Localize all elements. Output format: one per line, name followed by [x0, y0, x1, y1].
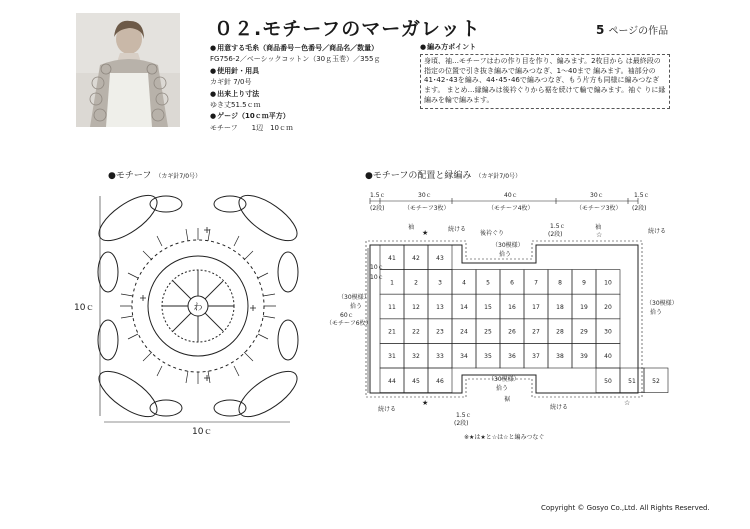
motif-width-label: 10ｃ: [192, 427, 213, 437]
motif-number: 35: [484, 353, 492, 361]
motif-number: 15: [484, 304, 492, 311]
motif-number: 14: [460, 304, 468, 311]
sleeve-label-right: 袖: [595, 224, 602, 231]
pick-label-top: 拾う: [499, 251, 512, 258]
star-black-bottom: ★: [422, 399, 429, 407]
pick-count-bottom: （30模様）: [488, 376, 520, 383]
dim-top-1: 1.5ｃ: [370, 192, 386, 199]
dim-15-top: 1.5ｃ: [550, 223, 566, 230]
motif-number: 32: [412, 353, 420, 361]
motif-number: 40: [604, 353, 612, 361]
pick-label-bottom: 拾う: [496, 385, 509, 392]
points-text: 身頃、袖…モチーフはわの作り目を作り、編みます。2枚目から は最終段の指定の位置で引き抜き編みで編みつなぎ、1～40まで 編みます。袖部分の41･42･43を編み、44･45･46で編みつなぎ、もう片方も同様に編みつなぎます。 まとめ…縁編みは後衿ぐりから裾を続けて輪で編みます。袖ぐ りに縁編みを輪で編みます。: [420, 54, 670, 109]
motif-number: 16: [508, 304, 516, 311]
motif-number: 31: [388, 353, 396, 361]
back-neck-label: 後衿ぐり: [480, 230, 505, 237]
motif-number: 19: [580, 304, 588, 311]
size-heading: ● 出来上り寸法: [210, 89, 430, 100]
motif-number: 20: [604, 304, 612, 311]
motif-number: 7: [534, 279, 538, 287]
motif-number: 27: [532, 328, 540, 336]
pick-label-right: 拾う: [650, 309, 663, 316]
motif-number: 11: [388, 304, 396, 311]
motif-number: 50: [604, 377, 612, 385]
motif-number: 17: [532, 304, 540, 311]
motif-number: 9: [582, 279, 586, 287]
sleeve-label-left: 袖: [408, 224, 415, 231]
motif-number: 13: [436, 304, 444, 311]
hem-label: 裾: [504, 396, 511, 403]
dim-top-5-sub: (2段): [632, 205, 647, 212]
knitting-points: [420, 43, 670, 109]
dim-top-3-sub: （モチーフ4枚）: [488, 205, 534, 212]
motif-number: 4: [462, 279, 466, 287]
points-heading: ● 編み方ポイント: [420, 43, 670, 53]
pick-count-right: （30模様）: [646, 300, 678, 307]
pick-count-left: （30模様）: [338, 294, 370, 301]
motif-number: 52: [652, 377, 660, 385]
motif-number: 21: [388, 328, 396, 336]
motif-number: 43: [436, 254, 444, 262]
motif-number: 30: [604, 328, 612, 336]
motif-number: 18: [556, 304, 564, 311]
motif-number: 29: [580, 328, 588, 336]
join-label-top-left: 続ける: [448, 226, 467, 233]
yarn-value: FG756-2／ベーシックコットン（30ｇ玉巻）／355ｇ: [210, 55, 381, 64]
motif-number: 2: [414, 279, 418, 287]
rows-2-top: (2段): [548, 231, 563, 238]
motif-number: 33: [436, 353, 444, 361]
motif-number: 38: [556, 353, 564, 361]
motif-height-label: 10ｃ: [74, 303, 95, 313]
gauge-value: モチーフ 1辺 10ｃｍ: [210, 123, 294, 132]
motif-number: 10: [604, 279, 612, 287]
star-white-bottom: ☆: [624, 399, 631, 407]
gauge-heading: ● ゲージ（10ｃｍ平方）: [210, 111, 430, 122]
motif-number: 42: [412, 254, 420, 262]
motif-number: 51: [628, 377, 636, 385]
join-label-bottom-left: 続ける: [378, 406, 397, 413]
page-number: 5: [596, 23, 605, 37]
motif-number: 28: [556, 328, 564, 336]
dim-top-1-sub: (2段): [370, 205, 385, 212]
star-black-top: ★: [422, 229, 429, 237]
pick-count-top: （30模様）: [492, 242, 524, 249]
star-white-top: ☆: [596, 231, 603, 239]
motif-number: 36: [508, 353, 516, 361]
dim-10-left: 10ｃ: [370, 264, 384, 271]
layout-chart-title: ●モチーフの配置と縁編み （カギ針7/0号）: [365, 171, 522, 181]
side-height-sub: （モチーフ6枚）: [326, 320, 372, 327]
motif-number: 37: [532, 353, 540, 361]
join-note: ※★は★と☆は☆と編みつなぐ: [464, 434, 545, 441]
model-photo: [76, 13, 180, 127]
layout-chart: [318, 185, 698, 445]
motif-number: 24: [460, 328, 468, 336]
dim-top-5: 1.5ｃ: [634, 192, 650, 199]
page-suffix: ページの作品: [608, 26, 669, 37]
dim-15-bottom: 1.5ｃ: [456, 412, 472, 419]
size-value: ゆき丈51.5ｃｍ: [210, 101, 261, 110]
motif-number: 1: [390, 279, 394, 287]
motif-number: 41: [388, 254, 396, 262]
dim-top-2-sub: （モチーフ3枚）: [404, 205, 450, 212]
join-label-bottom-right: 続ける: [550, 404, 569, 411]
yarn-heading: ● 用意する毛糸（商品番号－色番号／商品名／数量）: [210, 43, 430, 54]
dim-top-4-sub: （モチーフ3枚）: [576, 205, 622, 212]
motif-number: 45: [412, 377, 420, 385]
motif-number: 22: [412, 328, 420, 336]
motif-grid: [380, 245, 668, 393]
rows-2-bottom: (2段): [454, 420, 469, 427]
motif-number: 26: [508, 328, 516, 336]
pick-label-left: 拾う: [350, 303, 363, 310]
motif-number: 3: [438, 279, 442, 287]
page-reference: [596, 22, 668, 37]
tools-value: カギ針 7/0号: [210, 78, 252, 87]
materials-block: [210, 43, 430, 134]
motif-number: 12: [412, 304, 420, 311]
dim-top-2: 30ｃ: [418, 192, 432, 199]
dim-top-4: 30ｃ: [590, 192, 604, 199]
motif-number: 8: [558, 279, 562, 287]
motif-number: 5: [486, 279, 490, 287]
motif-number: 23: [436, 328, 444, 336]
motif-number: 44: [388, 377, 396, 385]
motif-number: 6: [510, 279, 514, 287]
dim-top-3: 40ｃ: [504, 192, 518, 199]
tools-heading: ● 使用針・用具: [210, 66, 430, 77]
motif-ring-label: わ: [193, 303, 203, 313]
pattern-title: ０２.モチーフのマーガレット: [214, 18, 481, 40]
side-height: 60ｃ: [340, 312, 354, 319]
motif-number: 39: [580, 353, 588, 361]
motif-number: 46: [436, 377, 444, 385]
motif-chart-title: ●モチーフ （カギ針7/0号）: [108, 171, 202, 181]
dim-10-left-2: 10ｃ: [370, 274, 384, 281]
motif-number: 34: [460, 353, 468, 361]
motif-number: 25: [484, 328, 492, 336]
copyright: Copyright © Gosyo Co.,Ltd. All Rights Reserved.: [541, 504, 710, 512]
motif-chart: [70, 188, 340, 438]
join-label-top-right: 続ける: [648, 228, 667, 235]
